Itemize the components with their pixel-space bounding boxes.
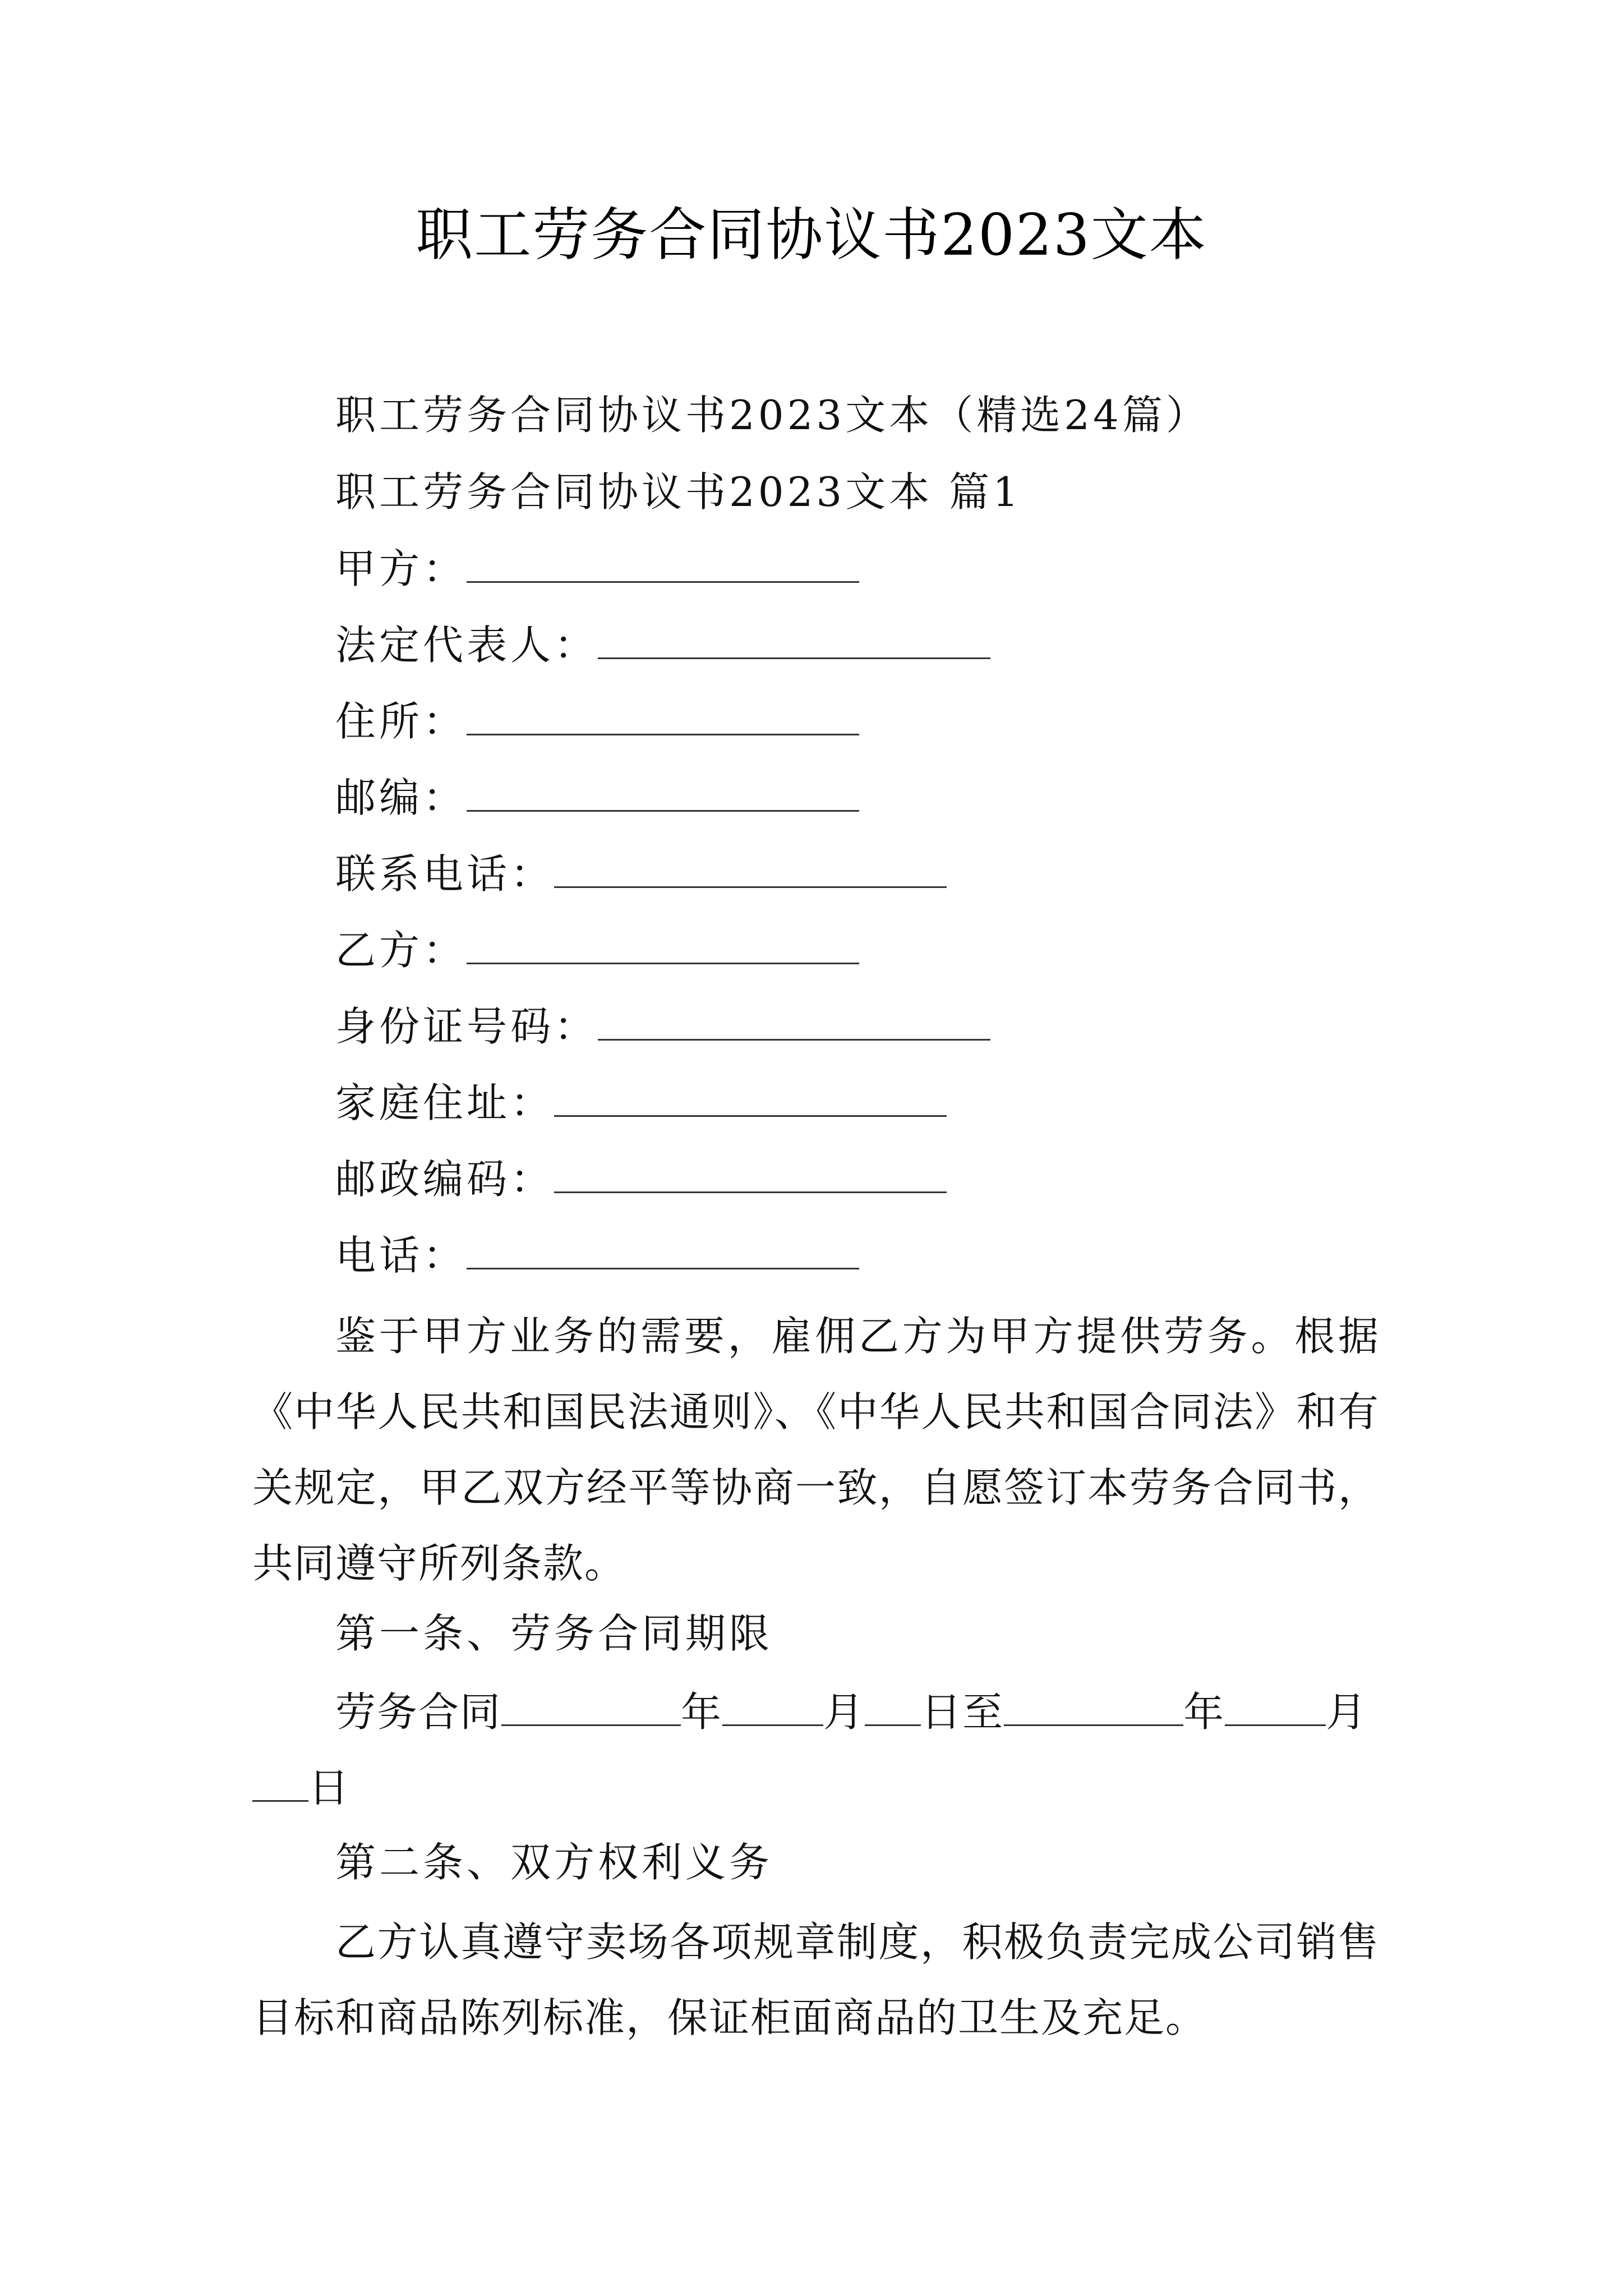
legal-representative-blank — [598, 624, 990, 659]
field-contact-phone — [335, 846, 947, 902]
address-blank — [467, 700, 859, 735]
field-phone — [335, 1227, 859, 1283]
start-year-blank — [501, 1691, 681, 1726]
field-label: 身份证号码： — [335, 1003, 598, 1050]
start-day-blank — [865, 1691, 921, 1726]
field-home-address — [335, 1075, 947, 1131]
field-label: 联系电话： — [335, 850, 555, 898]
end-year-blank — [1004, 1691, 1183, 1726]
contact-phone-blank — [554, 853, 947, 888]
intro-paragraph: 鉴于甲方业务的需要，雇佣乙方为甲方提供劳务。根据《中华人民共和国民法通则》、《中华人民共和国合同法》和有关规定，甲乙双方经平等协商一致，自愿签订本劳务合同书，共同遵守所列条款。 — [252, 1313, 1380, 1587]
home-address-blank — [554, 1082, 947, 1117]
field-label: 乙方： — [335, 927, 467, 974]
field-label: 住所： — [335, 698, 467, 745]
field-label: 法定代表人： — [335, 622, 598, 669]
field-postal-code — [335, 1151, 947, 1207]
field-label: 邮政编码： — [335, 1156, 555, 1203]
field-legal-representative — [335, 617, 990, 673]
field-label: 甲方： — [335, 545, 467, 592]
field-label: 邮编： — [335, 774, 467, 821]
document-subtitle: 职工劳务合同协议书2023文本（精选24篇） — [335, 392, 1210, 439]
end-month-blank — [1225, 1691, 1326, 1726]
article-2-heading: 第二条、双方权利义务 — [335, 1839, 773, 1886]
field-party-a — [335, 541, 859, 597]
start-month-blank — [722, 1691, 823, 1726]
party-b-blank — [467, 929, 859, 964]
document-title: 职工劳务合同协议书2023文本 — [416, 202, 1207, 269]
article-1-heading: 第一条、劳务合同期限 — [335, 1610, 773, 1657]
field-id-number — [335, 999, 990, 1055]
end-day-blank — [252, 1766, 308, 1802]
article-2-paragraph: 乙方认真遵守卖场各项规章制度，积极负责完成公司销售目标和商品陈列标准，保证柜面商品的卫生及充足。 — [252, 1918, 1380, 2041]
postal-code-blank — [554, 1158, 947, 1193]
party-a-blank — [467, 547, 859, 583]
field-label: 电话： — [335, 1232, 467, 1279]
phone-blank — [467, 1234, 859, 1269]
field-address — [335, 693, 859, 749]
field-postcode — [335, 770, 859, 826]
field-label: 家庭住址： — [335, 1079, 555, 1126]
section-heading: 职工劳务合同协议书2023文本 篇1 — [335, 468, 1022, 516]
id-number-blank — [598, 1005, 990, 1041]
field-party-b — [335, 922, 859, 978]
contract-term-line: 劳务合同 年 月 日至 年 月日 — [252, 1674, 1380, 1826]
postcode-blank — [467, 776, 859, 812]
